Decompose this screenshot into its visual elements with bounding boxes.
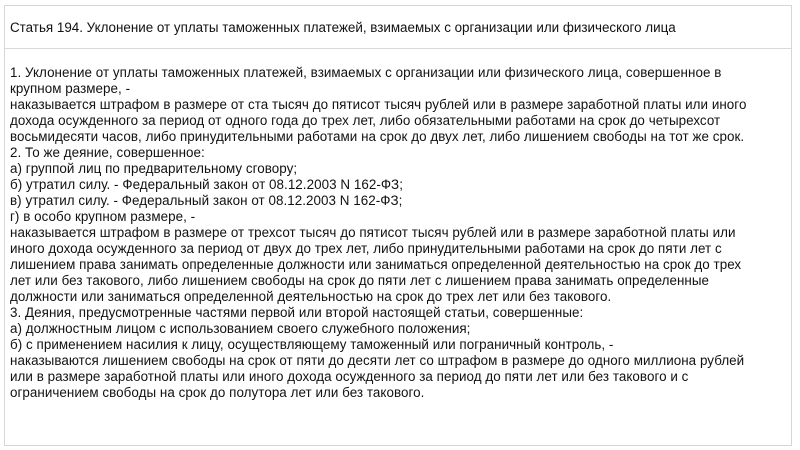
text-line: или в размере заработной платы или иного дохода осужденного за период до пяти лет или без такового и с: [10, 369, 689, 384]
text-line: восьмидесяти часов, либо принудительными работами на срок до двух лет, либо лишением свободы на тот же срок.: [10, 129, 745, 144]
text-line: ограничением свободы на срок до полутора лет или без такового.: [10, 385, 425, 400]
text-line: дохода осужденного за период от одного года до трех лет, либо обязательными работами на срок до четырехсот: [10, 113, 721, 128]
article-body: [10, 65, 788, 401]
text-line: в) утратил силу. - Федеральный закон от 08.12.2003 N 162-ФЗ;: [10, 193, 403, 208]
text-line: лет или без такового, либо лишением свободы на срок до пяти лет с лишением права занимать определенные: [10, 273, 710, 288]
text-line: иного дохода осужденного за период от двух до трех лет, либо принудительными работами на срок до пяти лет с: [10, 241, 722, 256]
text-line: наказывается штрафом в размере от ста тысяч до пятисот тысяч рублей или в размере заработной платы или иного: [10, 97, 747, 112]
text-line: а) должностным лицом с использованием своего служебного положения;: [10, 321, 471, 336]
article-title: Статья 194. Уклонение от уплаты таможенных платежей, взимаемых с организации или физического лица: [10, 20, 676, 35]
text-line: крупном размере, -: [10, 81, 131, 96]
document-frame: [4, 5, 792, 446]
text-line: должности или заниматься определенной деятельностью на срок до трех лет или без такового.: [10, 289, 612, 304]
text-line: наказывается штрафом в размере от трехсот тысяч до пятисот тысяч рублей или в размере заработной платы или: [10, 225, 736, 240]
text-line: а) группой лиц по предварительному сговору;: [10, 161, 298, 176]
title-divider: [5, 48, 791, 49]
text-line: 1. Уклонение от уплаты таможенных платежей, взимаемых с организации или физического лица, совершенное в: [10, 65, 722, 80]
text-line: наказываются лишением свободы на срок от пяти до десяти лет со штрафом в размере до одного миллиона рублей: [10, 353, 745, 368]
text-line: б) с применением насилия к лицу, осуществляющему таможенный или пограничный контроль, -: [10, 337, 614, 352]
text-line: г) в особо крупном размере, -: [10, 209, 196, 224]
text-line: 3. Деяния, предусмотренные частями первой или второй настоящей статьи, совершенные:: [10, 305, 584, 320]
text-line: б) утратил силу. - Федеральный закон от 08.12.2003 N 162-ФЗ;: [10, 177, 403, 192]
text-line: 2. То же деяние, совершенное:: [10, 145, 205, 160]
text-line: лишением права занимать определенные должности или заниматься определенной деятельностью на срок до трех: [10, 257, 742, 272]
